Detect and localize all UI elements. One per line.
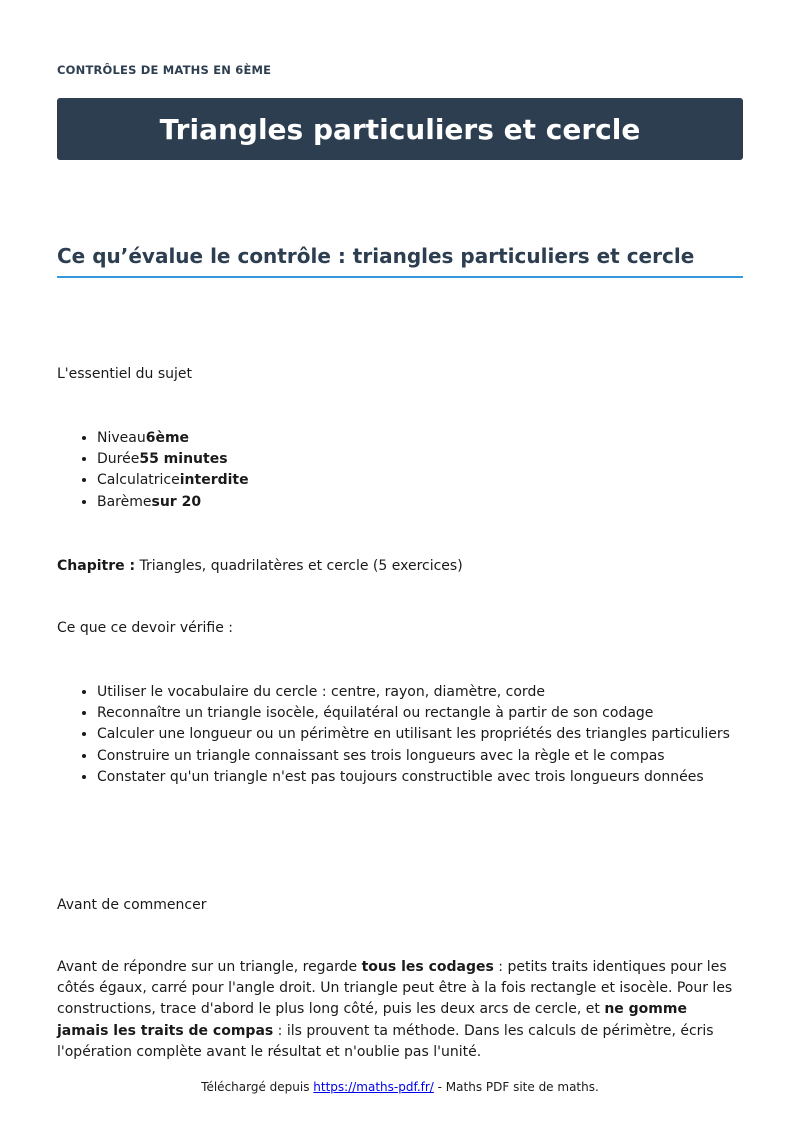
page-kicker: CONTRÔLES DE MATHS EN 6ÈME: [57, 63, 272, 77]
list-item: • Construire un triangle connaissant ses trois longueurs avec la règle et le compas: [97, 746, 730, 767]
list-item: • Calculer une longueur ou un périmètre en utilisant les propriétés des triangles particuliers: [97, 724, 730, 745]
site-link[interactable]: https://maths-pdf.fr/: [313, 1080, 434, 1094]
page-footer: Téléchargé depuis https://maths-pdf.fr/ - Maths PDF site de maths.: [201, 1080, 599, 1094]
list-item: • Barèmesur 20: [97, 492, 249, 513]
section-title: Ce qu’évalue le contrôle : triangles particuliers et cercle: [57, 244, 743, 278]
chapitre-line: [57, 556, 463, 577]
chapitre-label: Chapitre :: [57, 558, 136, 574]
verifie-list: [57, 682, 730, 788]
avant-heading: Avant de commencer: [57, 897, 207, 913]
avant-paragraph: Avant de répondre sur un triangle, regarde tous les codages : petits traits identiques pour les côtés égaux, carré pour l'angle droit. Un triangle peut être à la fois rectangle et isocèle. Pour les constructions, trace d'abord le plus long côté, puis les deux arcs de cercle, et ne gomme jamais les traits de compas : ils prouvent ta méthode. Dans les calculs de périmètre, écris l'opération complète avant le résultat et n'oublie pas l'unité.: [57, 959, 733, 1060]
title-banner: [57, 98, 743, 160]
list-item: • Calculatriceinterdite: [97, 470, 249, 491]
list-item: • Niveau6ème: [97, 428, 249, 449]
list-item: • Reconnaître un triangle isocèle, équilatéral ou rectangle à partir de son codage: [97, 703, 730, 724]
essentiel-list: [57, 428, 249, 513]
list-item: • Constater qu'un triangle n'est pas toujours constructible avec trois longueurs données: [97, 767, 730, 788]
list-item: • Utiliser le vocabulaire du cercle : centre, rayon, diamètre, corde: [97, 682, 730, 703]
list-item: • Durée55 minutes: [97, 449, 249, 470]
essentiel-heading: L'essentiel du sujet: [57, 366, 193, 382]
chapitre-value: Triangles, quadrilatères et cercle (5 exercices): [135, 558, 463, 574]
page-title: Triangles particuliers et cercle: [159, 112, 641, 146]
verifie-heading: Ce que ce devoir vérifie :: [57, 620, 234, 636]
